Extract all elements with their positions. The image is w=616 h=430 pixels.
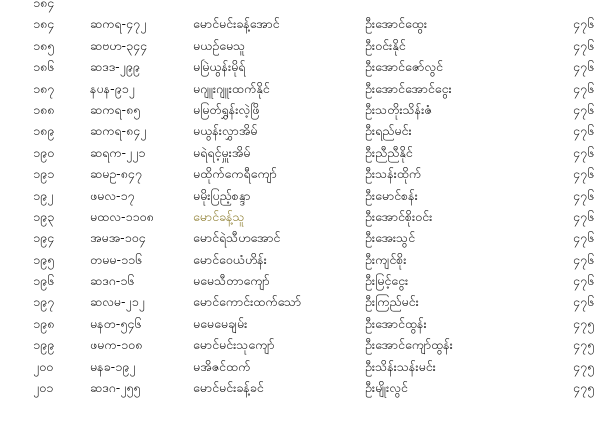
father-name: ဦးမောင်စန်း <box>365 187 418 203</box>
grade-value: ၄၇၆ <box>573 37 595 53</box>
exam-id: တမမ-၁၁၆ <box>90 251 143 267</box>
row-number: ၁၉၄ <box>33 230 55 246</box>
exam-id: ဆဒဂ-၁၆ <box>90 273 135 289</box>
table-row <box>0 227 616 248</box>
father-name: ဦးအောင်အောင်ငွေး <box>365 80 452 96</box>
student-name: မောင်မင်းသုကျော် <box>193 337 275 353</box>
table-row <box>0 249 616 270</box>
row-number: ၁၉၅ <box>33 251 55 267</box>
student-name: မောင်ခန့်သူ <box>193 208 245 224</box>
table-row <box>0 163 616 184</box>
father-name: ဦးအောင်ကျော်ထွန်း <box>365 337 453 353</box>
row-number: ၁၉၃ <box>33 208 55 224</box>
table-row <box>0 120 616 141</box>
exam-id: အမအ-၁၀၄ <box>90 230 146 246</box>
table-row <box>0 270 616 291</box>
exam-id: ဆမဥ-၈၄၇ <box>90 166 142 182</box>
table-row <box>0 206 616 227</box>
student-name: မရဲရင့်မှူးအိမ် <box>193 144 251 160</box>
row-number: ၁၉၁ <box>33 166 55 182</box>
grade-value: ၄၇၆ <box>573 251 595 267</box>
exam-id: မနတ-၅၄၆ <box>90 315 142 331</box>
student-name: မယဉ်မေသူ <box>193 37 246 53</box>
father-name: ဦးကြည်မင်း <box>365 294 419 310</box>
father-name: ဦးညီညီနိုင် <box>365 144 413 160</box>
grade-value: ၄၇၆ <box>573 101 595 117</box>
father-name: ဦးမျိုးလွင် <box>365 380 408 396</box>
grade-value: ၄၇၆ <box>573 144 595 160</box>
grade-value: ၄၇၅ <box>573 358 595 374</box>
father-name: ဦးဝင်းနိုင် <box>365 37 406 53</box>
exam-id: ဆလမ-၂၁၂ <box>90 294 145 310</box>
exam-id: ဆရက-၂၂၁ <box>90 144 146 160</box>
table-row <box>0 99 616 120</box>
row-number: ၁၉၉ <box>33 337 55 353</box>
exam-id: ဆကရ-၈၄၂ <box>90 123 147 139</box>
row-number: ၁၉၇ <box>33 294 55 310</box>
exam-id: ဆကရ-၈၅ <box>90 101 141 117</box>
table-row <box>0 13 616 34</box>
grade-value: ၄၇၆ <box>573 230 595 246</box>
student-name: မမြတ်ရွှန်းလဲ့ဖြိ <box>193 101 260 117</box>
father-name: ဦးအောင်စိုးဝင်း <box>365 208 433 224</box>
row-number: ၁၉၈ <box>33 315 55 331</box>
grade-value: ၄၇၅ <box>573 380 595 396</box>
father-name: ဦးအောင်ဇော်လွင် <box>365 59 443 75</box>
table-row <box>0 35 616 56</box>
student-name: မဂျူးဂျူးထက်နိုင် <box>193 80 270 96</box>
row-number: ၁၉၀ <box>33 144 55 160</box>
student-name: မောင်ကောင်းထက်သော် <box>193 294 302 310</box>
student-name: မောင်မင်းခန့်အောင် <box>193 16 280 32</box>
father-name: ဦးသန်းထိုက် <box>365 166 422 182</box>
table-row <box>0 0 616 13</box>
student-name: မောင်ဝေယံဟိန်း <box>193 251 267 267</box>
row-number: ၁၉၆ <box>33 273 55 289</box>
grade-value: ၄၇၆ <box>573 294 595 310</box>
grade-value: ၄၇၅ <box>573 315 595 331</box>
student-name: မအိဇင်ထက် <box>193 358 251 374</box>
row-number: ၂၀၁ <box>33 380 54 396</box>
row-number: ၁၈၅ <box>33 37 55 53</box>
exam-id: ဆဗဟ-၃၄၄ <box>90 37 148 53</box>
row-number: ၂၀၀ <box>33 358 54 374</box>
student-name: မမေသီတာကျော် <box>193 273 270 289</box>
row-number: ၁၈၈ <box>33 101 55 117</box>
grade-value: ၄၇၆ <box>573 166 595 182</box>
row-number: ၁၈၇ <box>33 80 55 96</box>
grade-value: ၄၇၆ <box>573 80 595 96</box>
father-name: ဦးအောင်ထွေး <box>365 16 427 32</box>
exam-id: ဖမက-၁၀၈ <box>90 337 143 353</box>
row-number: ၁၈၄ <box>33 0 55 10</box>
table-row <box>0 56 616 77</box>
father-name: ဦးအောင်ထွန်း <box>365 315 427 331</box>
row-number: ၁၈၆ <box>33 59 55 75</box>
table-row <box>0 291 616 312</box>
table-row <box>0 377 616 398</box>
grade-value: ၄၇၆ <box>573 187 595 203</box>
table-row <box>0 356 616 377</box>
student-name: မောင်မင်းခန့်ခင် <box>193 380 264 396</box>
table-row <box>0 334 616 355</box>
student-name: မထိုက်ကေရီကျော် <box>193 166 277 182</box>
father-name: ဦးအေးသွင် <box>365 230 416 246</box>
exam-id: ဆဒဂ-၂၅၅ <box>90 380 141 396</box>
grade-value: ၄၇၆ <box>573 59 595 75</box>
student-name: မောင်ရဲသီဟအောင် <box>193 230 281 246</box>
father-name: ဦးသတိုးသိန်းဇံ <box>365 101 432 117</box>
exam-id: မနခ-၁၉၂ <box>90 358 136 374</box>
father-name: ဦးကျင်စိုး <box>365 251 407 267</box>
exam-id: ဖမလ-၁၇ <box>90 187 135 203</box>
row-number: ၁၉၂ <box>33 187 54 203</box>
exam-id: မထလ-၁၁၀၈ <box>90 208 154 224</box>
father-name: ဦးသိန်းသန်းမင်း <box>365 358 436 374</box>
row-number: ၁၈၄ <box>33 16 55 32</box>
row-number: ၁၈၉ <box>33 123 55 139</box>
exam-id: နပန-၉၁၂ <box>90 80 135 96</box>
table-row <box>0 78 616 99</box>
grade-value: ၄၇၆ <box>573 208 595 224</box>
father-name: ဦးရည်မင်း <box>365 123 412 139</box>
exam-id: ဆကရ-၄၇၂ <box>90 16 147 32</box>
student-name: မယွန်းလွှာအိမ် <box>193 123 258 139</box>
student-name: မမေမေချမ်း <box>193 315 248 331</box>
exam-id: ဆဒဒ-၂၉၉ <box>90 59 140 75</box>
table-row <box>0 185 616 206</box>
table-row <box>0 142 616 163</box>
grade-value: ၄၇၆ <box>573 273 595 289</box>
student-name: မမြဲယွန်းမိုရ် <box>193 59 246 75</box>
grade-value: ၄၇၆ <box>573 16 595 32</box>
student-name: မမိုးပြည့်စန္ဒာ <box>193 187 251 203</box>
table-row <box>0 313 616 334</box>
father-name: ဦးမြင့်ငွေး <box>365 273 409 289</box>
grade-value: ၄၇၅ <box>573 337 595 353</box>
grade-value: ၄၇၆ <box>573 123 595 139</box>
